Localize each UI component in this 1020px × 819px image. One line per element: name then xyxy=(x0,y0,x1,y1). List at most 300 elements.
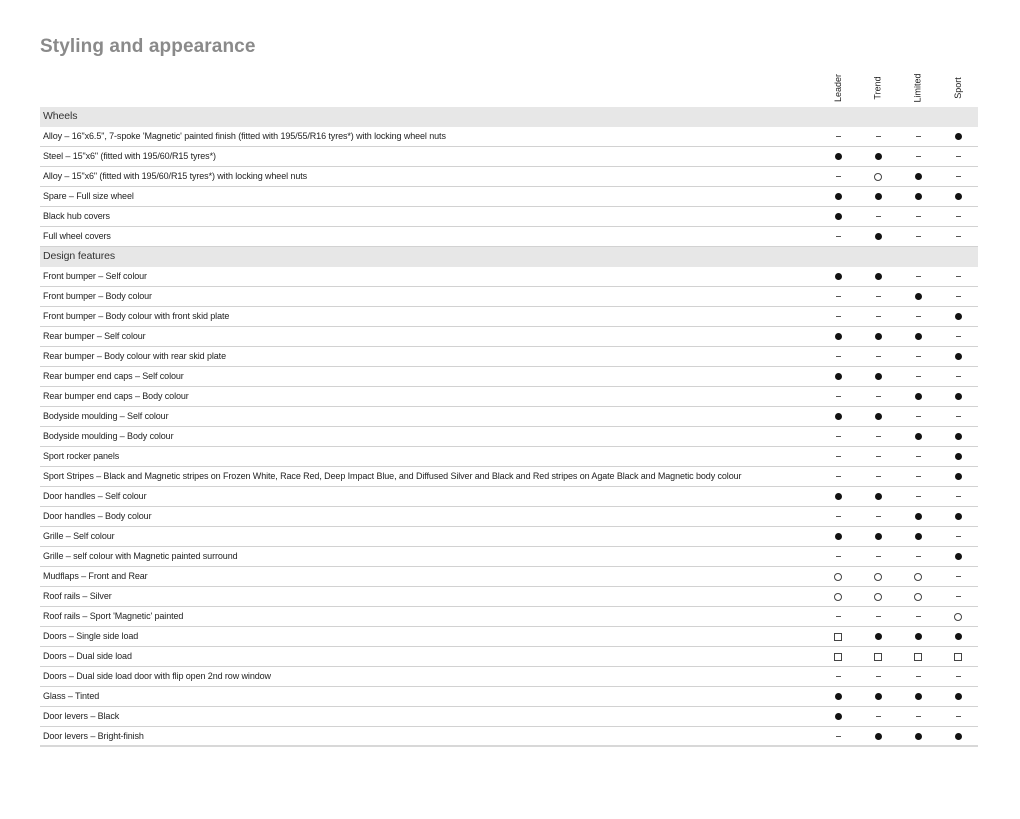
cell-trend xyxy=(858,267,898,286)
standard-dot-icon xyxy=(875,153,882,160)
cell-sport xyxy=(938,507,978,526)
row-label: Spare – Full size wheel xyxy=(43,191,134,201)
cell-limited xyxy=(898,647,938,666)
row-label: Sport rocker panels xyxy=(43,451,120,461)
cell-sport xyxy=(938,567,978,586)
standard-dot-icon xyxy=(955,633,962,640)
table-row xyxy=(40,627,978,647)
table-row xyxy=(40,187,978,207)
cell-trend xyxy=(858,187,898,206)
cell-trend xyxy=(858,167,898,186)
standard-dot-icon xyxy=(955,393,962,400)
cell-limited xyxy=(898,547,938,566)
row-label: Rear bumper – Self colour xyxy=(43,331,146,341)
cell-trend xyxy=(858,727,898,746)
cell-trend xyxy=(858,467,898,486)
not-available-dash-icon xyxy=(916,216,921,217)
cell-sport xyxy=(938,527,978,546)
row-label: Doors – Dual side load xyxy=(43,651,132,661)
standard-dot-icon xyxy=(835,493,842,500)
column-headers xyxy=(818,72,978,104)
table-row xyxy=(40,467,978,487)
cell-sport xyxy=(938,327,978,346)
row-label: Bodyside moulding – Body colour xyxy=(43,431,174,441)
not-available-dash-icon xyxy=(836,396,841,397)
not-available-dash-icon xyxy=(956,236,961,237)
cell-leader xyxy=(818,687,858,706)
not-available-dash-icon xyxy=(956,676,961,677)
not-available-dash-icon xyxy=(916,676,921,677)
standard-dot-icon xyxy=(875,193,882,200)
standard-dot-icon xyxy=(915,733,922,740)
standard-dot-icon xyxy=(915,693,922,700)
standard-dot-icon xyxy=(835,333,842,340)
standard-dot-icon xyxy=(875,633,882,640)
cell-leader xyxy=(818,347,858,366)
standard-dot-icon xyxy=(835,693,842,700)
cell-limited xyxy=(898,307,938,326)
cell-trend xyxy=(858,367,898,386)
package-square-icon xyxy=(834,653,842,661)
not-available-dash-icon xyxy=(876,436,881,437)
table-row xyxy=(40,407,978,427)
cell-limited xyxy=(898,567,938,586)
table-row xyxy=(40,127,978,147)
section-label: Design features xyxy=(43,250,116,262)
cell-trend xyxy=(858,447,898,466)
table-row xyxy=(40,727,978,747)
table-row xyxy=(40,347,978,367)
page-title: Styling and appearance xyxy=(40,36,256,57)
not-available-dash-icon xyxy=(876,316,881,317)
row-label: Grille – self colour with Magnetic painted surround xyxy=(43,551,238,561)
cell-trend xyxy=(858,527,898,546)
spec-table xyxy=(40,107,978,747)
cell-limited xyxy=(898,407,938,426)
cell-limited xyxy=(898,467,938,486)
cell-leader xyxy=(818,287,858,306)
cell-limited xyxy=(898,667,938,686)
cell-trend xyxy=(858,207,898,226)
not-available-dash-icon xyxy=(876,296,881,297)
cell-limited xyxy=(898,127,938,146)
row-label: Rear bumper – Body colour with rear skid plate xyxy=(43,351,226,361)
standard-dot-icon xyxy=(955,433,962,440)
column-header-limited xyxy=(898,72,938,104)
option-circle-icon xyxy=(874,593,882,601)
not-available-dash-icon xyxy=(836,556,841,557)
cell-limited xyxy=(898,587,938,606)
cell-leader xyxy=(818,227,858,246)
not-available-dash-icon xyxy=(916,616,921,617)
cell-leader xyxy=(818,567,858,586)
cell-sport xyxy=(938,347,978,366)
cell-leader xyxy=(818,667,858,686)
not-available-dash-icon xyxy=(916,136,921,137)
cell-sport xyxy=(938,687,978,706)
row-label: Door levers – Black xyxy=(43,711,120,721)
not-available-dash-icon xyxy=(956,276,961,277)
standard-dot-icon xyxy=(915,533,922,540)
cell-sport xyxy=(938,547,978,566)
cell-trend xyxy=(858,427,898,446)
not-available-dash-icon xyxy=(916,316,921,317)
package-square-icon xyxy=(914,653,922,661)
standard-dot-icon xyxy=(955,473,962,480)
table-row xyxy=(40,567,978,587)
column-header-leader xyxy=(818,72,858,104)
cell-sport xyxy=(938,667,978,686)
not-available-dash-icon xyxy=(916,376,921,377)
not-available-dash-icon xyxy=(836,736,841,737)
row-label: Steel – 15"x6" (fitted with 195/60/R15 tyres*) xyxy=(43,151,216,161)
column-header-label: Leader xyxy=(833,73,843,103)
standard-dot-icon xyxy=(835,413,842,420)
cell-sport xyxy=(938,427,978,446)
standard-dot-icon xyxy=(875,273,882,280)
table-row xyxy=(40,287,978,307)
cell-sport xyxy=(938,467,978,486)
standard-dot-icon xyxy=(875,233,882,240)
row-label: Roof rails – Silver xyxy=(43,591,112,601)
table-row xyxy=(40,227,978,247)
not-available-dash-icon xyxy=(836,236,841,237)
standard-dot-icon xyxy=(875,533,882,540)
cell-leader xyxy=(818,367,858,386)
not-available-dash-icon xyxy=(916,556,921,557)
cell-sport xyxy=(938,227,978,246)
cell-leader xyxy=(818,727,858,746)
cell-leader xyxy=(818,507,858,526)
row-label: Door handles – Body colour xyxy=(43,511,152,521)
standard-dot-icon xyxy=(915,393,922,400)
not-available-dash-icon xyxy=(956,596,961,597)
not-available-dash-icon xyxy=(836,476,841,477)
table-row xyxy=(40,367,978,387)
standard-dot-icon xyxy=(915,513,922,520)
not-available-dash-icon xyxy=(836,296,841,297)
row-label: Sport Stripes – Black and Magnetic stripes on Frozen White, Race Red, Deep Impact Blue, and Diffused Silver and Black and Red stripes on Agate Black and Magnetic body colour xyxy=(43,471,742,481)
table-row xyxy=(40,587,978,607)
not-available-dash-icon xyxy=(916,236,921,237)
not-available-dash-icon xyxy=(956,156,961,157)
cell-limited xyxy=(898,367,938,386)
cell-trend xyxy=(858,287,898,306)
cell-sport xyxy=(938,367,978,386)
not-available-dash-icon xyxy=(916,156,921,157)
standard-dot-icon xyxy=(835,713,842,720)
cell-trend xyxy=(858,347,898,366)
standard-dot-icon xyxy=(835,533,842,540)
not-available-dash-icon xyxy=(956,176,961,177)
not-available-dash-icon xyxy=(836,516,841,517)
cell-leader xyxy=(818,127,858,146)
table-row xyxy=(40,647,978,667)
not-available-dash-icon xyxy=(876,396,881,397)
table-row xyxy=(40,327,978,347)
not-available-dash-icon xyxy=(876,356,881,357)
option-circle-icon xyxy=(874,173,882,181)
table-row xyxy=(40,447,978,467)
cell-leader xyxy=(818,427,858,446)
row-label: Mudflaps – Front and Rear xyxy=(43,571,148,581)
cell-sport xyxy=(938,607,978,626)
package-square-icon xyxy=(874,653,882,661)
standard-dot-icon xyxy=(915,173,922,180)
not-available-dash-icon xyxy=(836,356,841,357)
row-label: Front bumper – Self colour xyxy=(43,271,147,281)
column-header-trend xyxy=(858,72,898,104)
option-circle-icon xyxy=(954,613,962,621)
cell-trend xyxy=(858,147,898,166)
not-available-dash-icon xyxy=(916,716,921,717)
table-row xyxy=(40,667,978,687)
standard-dot-icon xyxy=(875,693,882,700)
row-label: Door levers – Bright-finish xyxy=(43,731,144,741)
cell-sport xyxy=(938,287,978,306)
cell-leader xyxy=(818,607,858,626)
table-row xyxy=(40,267,978,287)
cell-trend xyxy=(858,547,898,566)
standard-dot-icon xyxy=(915,293,922,300)
row-label: Front bumper – Body colour xyxy=(43,291,152,301)
not-available-dash-icon xyxy=(916,276,921,277)
table-row xyxy=(40,547,978,567)
cell-sport xyxy=(938,147,978,166)
cell-trend xyxy=(858,407,898,426)
cell-trend xyxy=(858,487,898,506)
cell-sport xyxy=(938,127,978,146)
package-square-icon xyxy=(954,653,962,661)
cell-limited xyxy=(898,267,938,286)
table-row xyxy=(40,167,978,187)
standard-dot-icon xyxy=(835,213,842,220)
cell-limited xyxy=(898,727,938,746)
table-row xyxy=(40,307,978,327)
standard-dot-icon xyxy=(915,333,922,340)
not-available-dash-icon xyxy=(956,576,961,577)
option-circle-icon xyxy=(914,593,922,601)
cell-trend xyxy=(858,607,898,626)
table-row xyxy=(40,687,978,707)
standard-dot-icon xyxy=(955,453,962,460)
cell-sport xyxy=(938,707,978,726)
table-row xyxy=(40,147,978,167)
column-header-label: Limited xyxy=(912,73,923,103)
standard-dot-icon xyxy=(955,513,962,520)
standard-dot-icon xyxy=(875,413,882,420)
row-label: Grille – Self colour xyxy=(43,531,115,541)
cell-limited xyxy=(898,627,938,646)
not-available-dash-icon xyxy=(836,616,841,617)
cell-limited xyxy=(898,447,938,466)
column-header-sport xyxy=(938,72,978,104)
standard-dot-icon xyxy=(835,373,842,380)
not-available-dash-icon xyxy=(876,216,881,217)
cell-limited xyxy=(898,147,938,166)
row-label: Glass – Tinted xyxy=(43,691,100,701)
cell-leader xyxy=(818,467,858,486)
cell-limited xyxy=(898,687,938,706)
cell-sport xyxy=(938,627,978,646)
not-available-dash-icon xyxy=(876,716,881,717)
cell-leader xyxy=(818,587,858,606)
cell-leader xyxy=(818,447,858,466)
not-available-dash-icon xyxy=(876,136,881,137)
cell-leader xyxy=(818,387,858,406)
table-row xyxy=(40,527,978,547)
cell-sport xyxy=(938,447,978,466)
table-row xyxy=(40,387,978,407)
standard-dot-icon xyxy=(955,133,962,140)
cell-sport xyxy=(938,167,978,186)
standard-dot-icon xyxy=(835,193,842,200)
cell-trend xyxy=(858,667,898,686)
cell-sport xyxy=(938,407,978,426)
standard-dot-icon xyxy=(955,193,962,200)
cell-trend xyxy=(858,507,898,526)
package-square-icon xyxy=(834,633,842,641)
table-row xyxy=(40,427,978,447)
column-header-label: Sport xyxy=(952,77,963,99)
not-available-dash-icon xyxy=(956,716,961,717)
cell-trend xyxy=(858,327,898,346)
cell-limited xyxy=(898,707,938,726)
cell-leader xyxy=(818,407,858,426)
cell-limited xyxy=(898,507,938,526)
row-label: Doors – Dual side load door with flip open 2nd row window xyxy=(43,671,271,681)
cell-sport xyxy=(938,307,978,326)
row-label: Alloy – 16"x6.5", 7-spoke 'Magnetic' painted finish (fitted with 195/55/R16 tyres*) with locking wheel nuts xyxy=(43,131,446,141)
cell-leader xyxy=(818,487,858,506)
cell-trend xyxy=(858,387,898,406)
standard-dot-icon xyxy=(915,433,922,440)
cell-leader xyxy=(818,167,858,186)
row-label: Doors – Single side load xyxy=(43,631,139,641)
column-header-label: Trend xyxy=(873,76,883,100)
section-header xyxy=(40,107,978,127)
not-available-dash-icon xyxy=(956,376,961,377)
cell-leader xyxy=(818,327,858,346)
not-available-dash-icon xyxy=(836,436,841,437)
standard-dot-icon xyxy=(955,353,962,360)
not-available-dash-icon xyxy=(876,676,881,677)
cell-leader xyxy=(818,147,858,166)
cell-trend xyxy=(858,707,898,726)
not-available-dash-icon xyxy=(876,616,881,617)
cell-sport xyxy=(938,587,978,606)
cell-sport xyxy=(938,487,978,506)
cell-limited xyxy=(898,287,938,306)
cell-limited xyxy=(898,227,938,246)
cell-leader xyxy=(818,627,858,646)
row-label: Bodyside moulding – Self colour xyxy=(43,411,169,421)
cell-limited xyxy=(898,487,938,506)
not-available-dash-icon xyxy=(836,136,841,137)
standard-dot-icon xyxy=(875,373,882,380)
cell-limited xyxy=(898,207,938,226)
row-label: Front bumper – Body colour with front skid plate xyxy=(43,311,230,321)
not-available-dash-icon xyxy=(916,476,921,477)
standard-dot-icon xyxy=(955,553,962,560)
table-row xyxy=(40,487,978,507)
row-label: Alloy – 15"x6" (fitted with 195/60/R15 tyres*) with locking wheel nuts xyxy=(43,171,308,181)
standard-dot-icon xyxy=(875,333,882,340)
cell-leader xyxy=(818,307,858,326)
cell-leader xyxy=(818,187,858,206)
standard-dot-icon xyxy=(955,693,962,700)
cell-trend xyxy=(858,647,898,666)
cell-limited xyxy=(898,527,938,546)
cell-leader xyxy=(818,207,858,226)
row-label: Black hub covers xyxy=(43,211,110,221)
cell-limited xyxy=(898,167,938,186)
cell-sport xyxy=(938,727,978,746)
not-available-dash-icon xyxy=(956,336,961,337)
cell-trend xyxy=(858,567,898,586)
row-label: Rear bumper end caps – Body colour xyxy=(43,391,189,401)
cell-trend xyxy=(858,687,898,706)
table-row xyxy=(40,607,978,627)
cell-leader xyxy=(818,267,858,286)
not-available-dash-icon xyxy=(916,356,921,357)
not-available-dash-icon xyxy=(956,536,961,537)
cell-leader xyxy=(818,647,858,666)
not-available-dash-icon xyxy=(836,456,841,457)
table-row xyxy=(40,207,978,227)
not-available-dash-icon xyxy=(956,296,961,297)
not-available-dash-icon xyxy=(876,516,881,517)
not-available-dash-icon xyxy=(956,496,961,497)
standard-dot-icon xyxy=(915,633,922,640)
table-row xyxy=(40,507,978,527)
not-available-dash-icon xyxy=(876,476,881,477)
standard-dot-icon xyxy=(875,733,882,740)
cell-limited xyxy=(898,347,938,366)
cell-sport xyxy=(938,387,978,406)
cell-trend xyxy=(858,587,898,606)
not-available-dash-icon xyxy=(876,456,881,457)
standard-dot-icon xyxy=(835,153,842,160)
not-available-dash-icon xyxy=(836,316,841,317)
cell-trend xyxy=(858,227,898,246)
row-label: Full wheel covers xyxy=(43,231,111,241)
not-available-dash-icon xyxy=(836,676,841,677)
cell-trend xyxy=(858,627,898,646)
section-header xyxy=(40,247,978,267)
cell-sport xyxy=(938,267,978,286)
standard-dot-icon xyxy=(915,193,922,200)
not-available-dash-icon xyxy=(916,496,921,497)
cell-limited xyxy=(898,607,938,626)
cell-leader xyxy=(818,707,858,726)
not-available-dash-icon xyxy=(916,416,921,417)
cell-leader xyxy=(818,547,858,566)
row-label: Door handles – Self colour xyxy=(43,491,147,501)
cell-limited xyxy=(898,387,938,406)
cell-limited xyxy=(898,187,938,206)
cell-trend xyxy=(858,127,898,146)
section-label: Wheels xyxy=(43,110,78,122)
cell-limited xyxy=(898,427,938,446)
not-available-dash-icon xyxy=(956,216,961,217)
cell-limited xyxy=(898,327,938,346)
standard-dot-icon xyxy=(955,313,962,320)
standard-dot-icon xyxy=(875,493,882,500)
cell-trend xyxy=(858,307,898,326)
standard-dot-icon xyxy=(955,733,962,740)
not-available-dash-icon xyxy=(956,416,961,417)
